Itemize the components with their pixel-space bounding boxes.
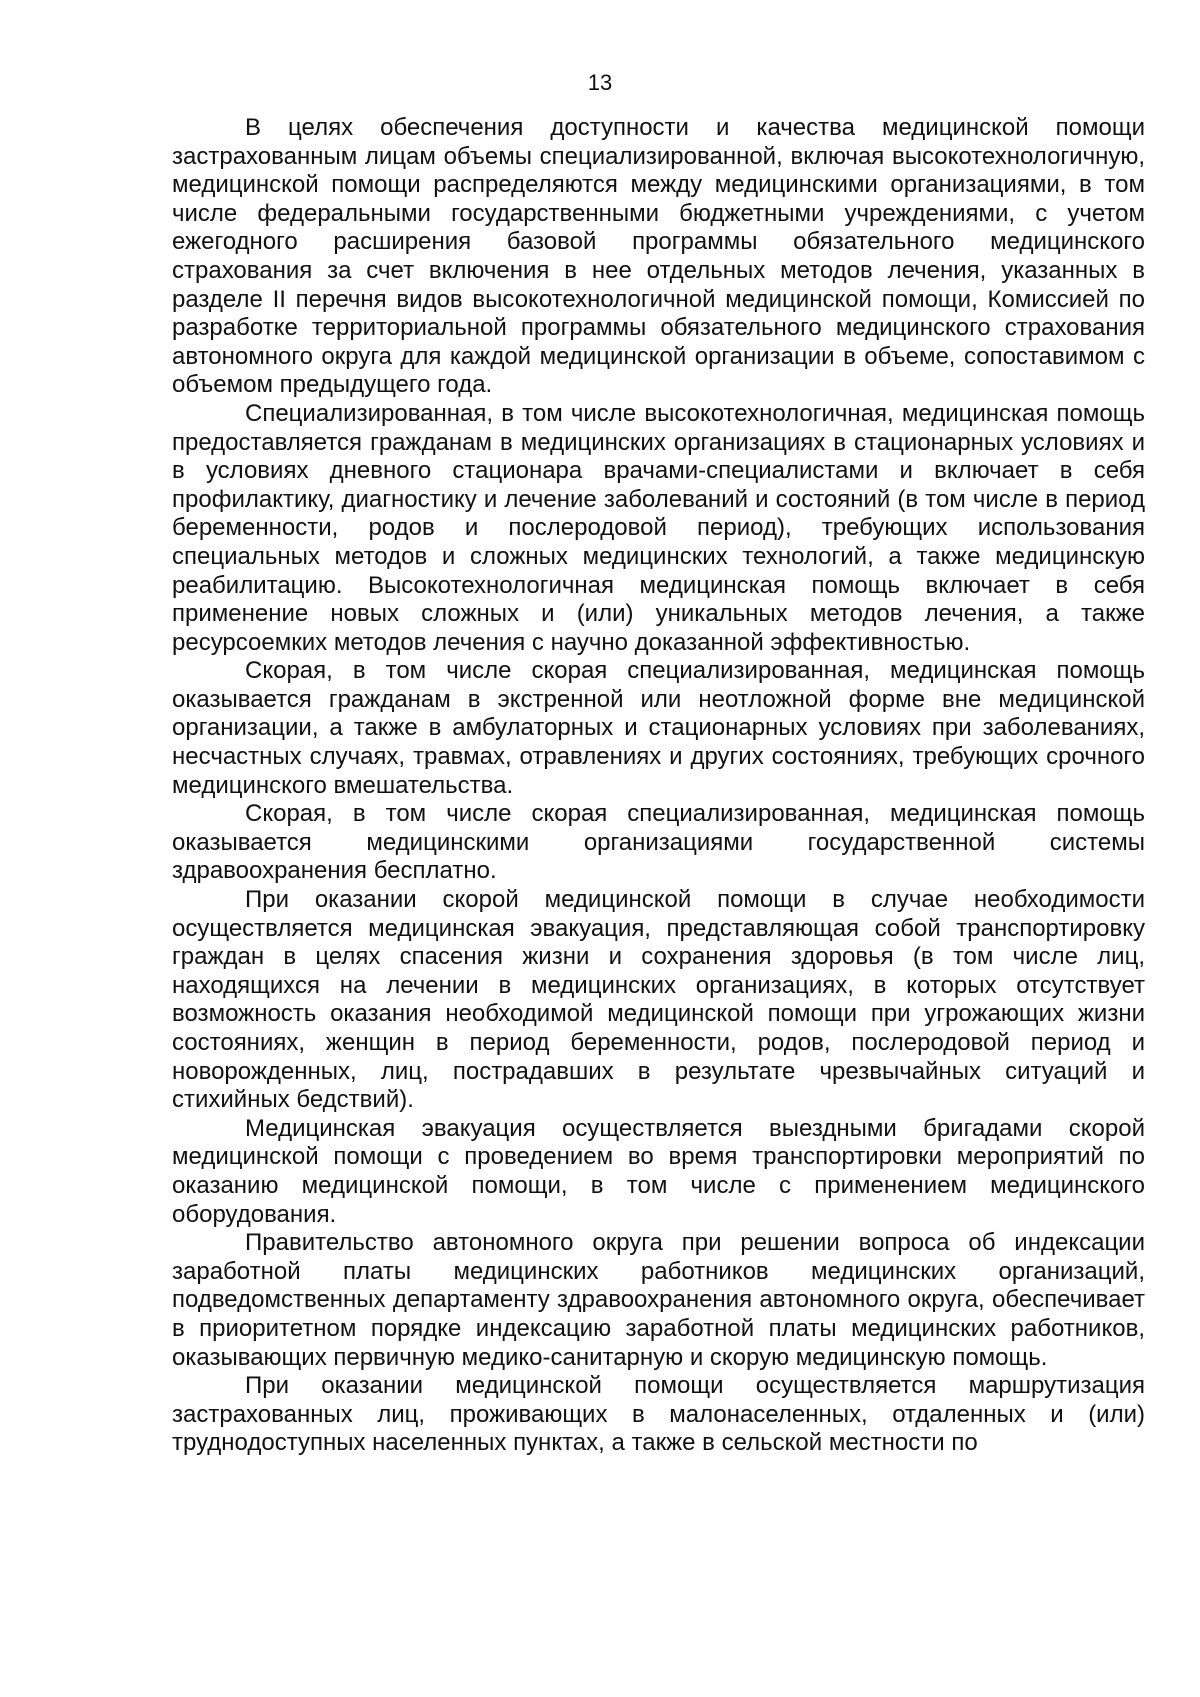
body-text [172,114,1145,1458]
paragraph: При оказании медицинской помощи осуществляется маршрутизация застрахованных лиц, проживающих в малонаселенных, отдаленных и (или) труднодоступных населенных пунктах, а также в сельской местности по [172,1372,1145,1457]
paragraph: Скорая, в том числе скорая специализированная, медицинская помощь оказывается медицинскими организациями государственной системы здравоохранения бесплатно. [172,800,1145,885]
paragraph: Специализированная, в том числе высокотехнологичная, медицинская помощь предоставляется гражданам в медицинских организациях в стационарных условиях и в условиях дневного стационара врачами-специалистами и включает в себя профилактику, диагностику и лечение заболеваний и состояний (в том числе в период беременности, родов и послеродовой период), требующих использования специальных методов и сложных медицинских технологий, а также медицинскую реабилитацию. Высокотехнологичная медицинская помощь включает в себя применение новых сложных и (или) уникальных методов лечения, а также ресурсоемких методов лечения с научно доказанной эффективностью. [172,399,1145,656]
paragraph: В целях обеспечения доступности и качества медицинской помощи застрахованным лицам объемы специализированной, включая высокотехнологичную, медицинской помощи распределяются между медицинскими организациями, в том числе федеральными государственными бюджетными учреждениями, с учетом ежегодного расширения базовой программы обязательного медицинского страхования за счет включения в нее отдельных методов лечения, указанных в разделе II перечня видов высокотехнологичной медицинской помощи, Комиссией по разработке территориальной программы обязательного медицинского страхования автономного округа для каждой медицинской организации в объеме, сопоставимом с объемом предыдущего года. [172,114,1145,399]
paragraph: Медицинская эвакуация осуществляется выездными бригадами скорой медицинской помощи с проведением во время транспортировки мероприятий по оказанию медицинской помощи, в том числе с применением медицинского оборудования. [172,1114,1145,1228]
paragraph: Скорая, в том числе скорая специализированная, медицинская помощь оказывается гражданам в экстренной или неотложной форме вне медицинской организации, а также в амбулаторных и стационарных условиях при заболеваниях, несчастных случаях, травмах, отравлениях и других состояниях, требующих срочного медицинского вмешательства. [172,657,1145,799]
paragraph: При оказании скорой медицинской помощи в случае необходимости осуществляется медицинская эвакуация, представляющая собой транспортировку граждан в целях спасения жизни и сохранения здоровья (в том числе лиц, находящихся на лечении в медицинских организациях, в которых отсутствует возможность оказания необходимой медицинской помощи при угрожающих жизни состояниях, женщин в период беременности, родов, послеродовой период и новорожденных, лиц, пострадавших в результате чрезвычайных ситуаций и стихийных бедствий). [172,886,1145,1114]
paragraph: Правительство автономного округа при решении вопроса об индексации заработной платы медицинских работников медицинских организаций, подведомственных департаменту здравоохранения автономного округа, обеспечивает в приоритетном порядке индексацию заработной платы медицинских работников, оказывающих первичную медико-санитарную и скорую медицинскую помощь. [172,1229,1145,1371]
page-number: 13 [587,70,613,95]
